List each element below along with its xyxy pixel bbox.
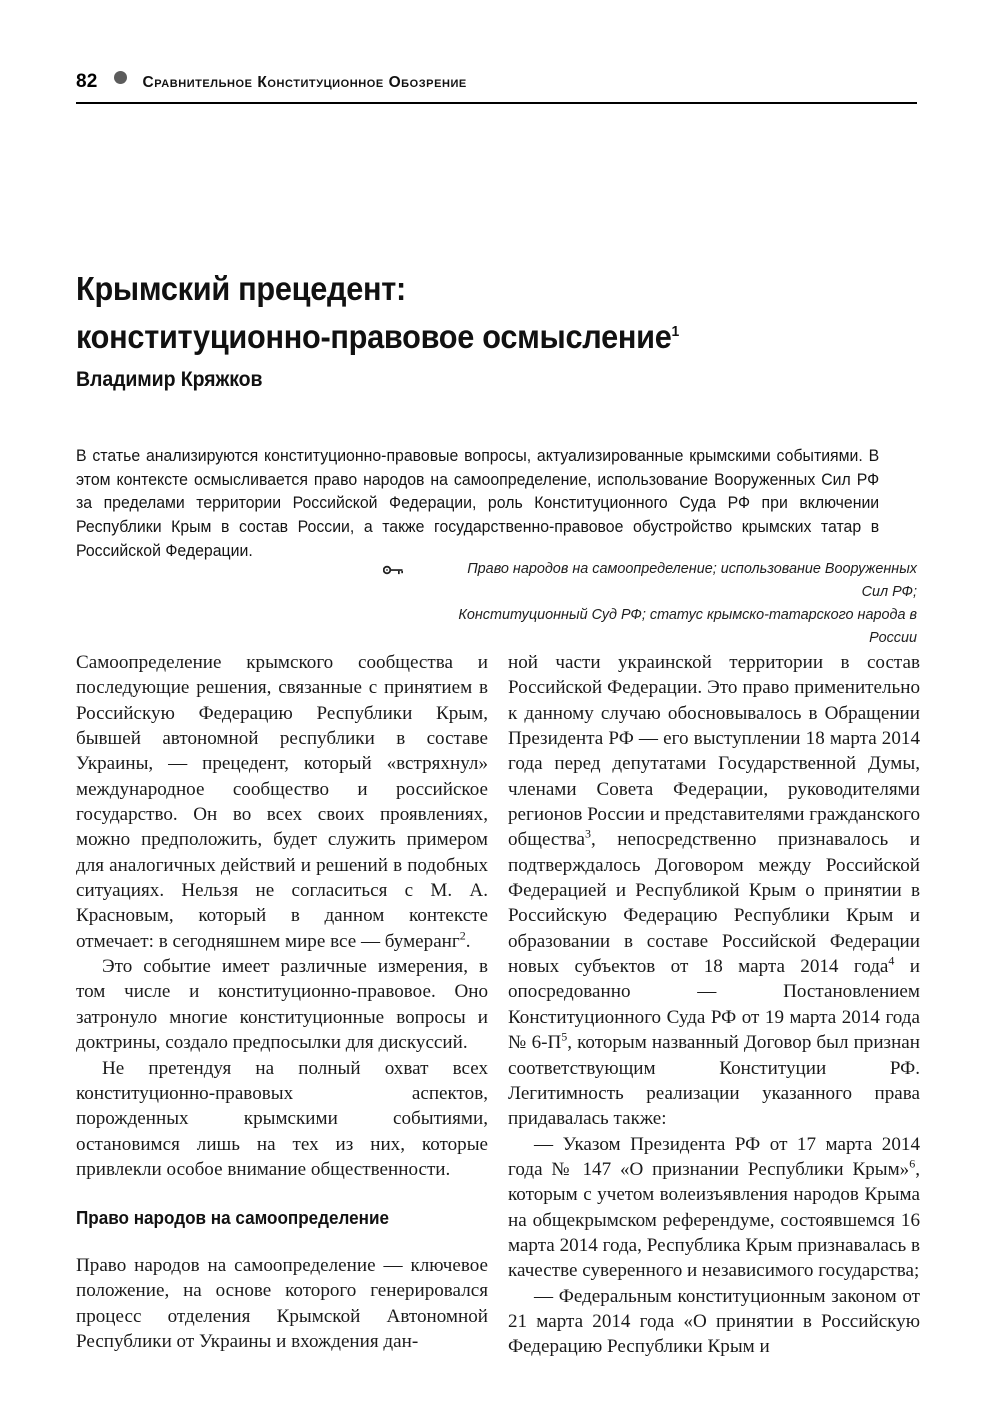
section-heading: Право народов на самоопределение [76, 1208, 390, 1229]
key-icon [383, 561, 405, 579]
page-title [76, 265, 746, 361]
paragraph-text: , которым названный Договор был признан соответствующим Конституции РФ. Легитимность реализации указанного права придавалась также: [508, 1032, 921, 1130]
paragraph [508, 650, 920, 1132]
footnote-marker: 6 [909, 1156, 916, 1171]
paragraph-text: и опосредованно — Постановлением Конституционного Суда РФ от 19 марта 2014 года № 6-П [508, 956, 920, 1054]
list-item-text-tail: , которым с учетом волеизъявления народов Крыма на общекрымском референдуме, состоявшемся 16 марта 2014 года, Республика Крым признавалась в качестве суверенного и независимого государства; [508, 1158, 920, 1282]
footnote-marker: 4 [888, 953, 895, 968]
paragraph: Право народов на самоопределение — ключевое положение, на основе которого генерировался процесс отделения Крымской Автономной Республики от Украины и вхождения дан- [76, 1254, 488, 1352]
abstract-text: В статье анализируются конституционно-правовые вопросы, актуализированные крымскими событиями. В этом контексте осмысливается право народов на самоопределение, использование Вооруженных Сил РФ за пределами территории Российской Федерации, роль Конституционного Суда РФ при включении Республики Крым в состав России, а также государственно-правовое обустройство крымских татар в Российской Федерации. [76, 446, 880, 560]
footnote-marker: 3 [584, 827, 591, 842]
header-rule [76, 102, 917, 104]
body-column-left [76, 650, 488, 1354]
body-column-right [508, 650, 920, 1360]
paragraph-text: , непосредственно признавалось и подтверждалось Договором между Российской Федерацией и Республикой Крым о принятии в Российскую Федерацию Республики Крым и образовании в составе Российской Федерации новых субъектов от 18 марта 2014 года [508, 829, 920, 978]
author-name: Владимир Кряжков [76, 368, 263, 391]
paragraph: Не претендуя на полный охват всех конституционно-правовых аспектов, порожденных крымскими событиями, остановимся лишь на тех из них, которые привлекли особое внимание общественности. [76, 1057, 488, 1180]
footnote-marker: 5 [561, 1029, 568, 1044]
list-item: — Федеральным конституционным законом от 21 марта 2014 года «О принятии в Российскую Федерацию Республики Крым и [508, 1285, 920, 1358]
running-header [76, 72, 917, 92]
title-line-2: конституционно-правовое осмысление [76, 318, 672, 356]
page-number: 82 [76, 71, 98, 92]
paragraph-text-tail: . [465, 930, 471, 952]
list-item-text: — Указом Президента РФ от 17 марта 2014 года № 147 «О признании Республики Крым» [508, 1133, 920, 1180]
keywords-line-2: Конституционный Суд РФ; статус крымско-татарского народа в России [458, 606, 917, 647]
footnote-marker: 2 [459, 928, 466, 943]
keywords-text [438, 557, 917, 649]
paragraph [76, 650, 488, 954]
list-item [508, 1132, 920, 1284]
paragraph-text: ной части украинской территории в состав Российской Федерации. Это право применительно к данному случаю обосновывалось в Обращении Президента РФ — его выступлении 18 марта 2014 года перед депутатами Государственной Думы, членами Совета Федерации, руководителями регионов России и представителями гражданского общества [508, 652, 920, 851]
title-footnote-marker: 1 [671, 323, 679, 341]
paragraph: Это событие имеет различные измерения, в том числе и конституционно-правовое. Оно затронуло многие конституционные вопросы и доктрины, создало предпосылки для дискуссий. [76, 956, 488, 1054]
journal-name: Сравнительное Конституционное Обозрение [142, 74, 467, 91]
paragraph-text: Самоопределение крымского сообщества и последующие решения, связанные с принятием в Российскую Федерацию Республики Крым, бывшей автономной республики в составе Украины, — прецедент, который «встряхнул» международное сообщество и российское государство. Он во всех своих проявлениях, можно предположить, будет служить примером для аналогичных действий и решений в подобных ситуациях. Нельзя не согласиться с М. А. Красновым, который в данном контексте отмечает: в сегодняшнем мире все — бумеранг [76, 652, 488, 952]
keywords-line-1: Право народов на самоопределение; использование Вооруженных Сил РФ; [467, 560, 917, 601]
bullet-dot-icon [114, 71, 127, 84]
title-line-1: Крымский прецедент: [76, 270, 407, 308]
keywords-block [383, 557, 917, 649]
